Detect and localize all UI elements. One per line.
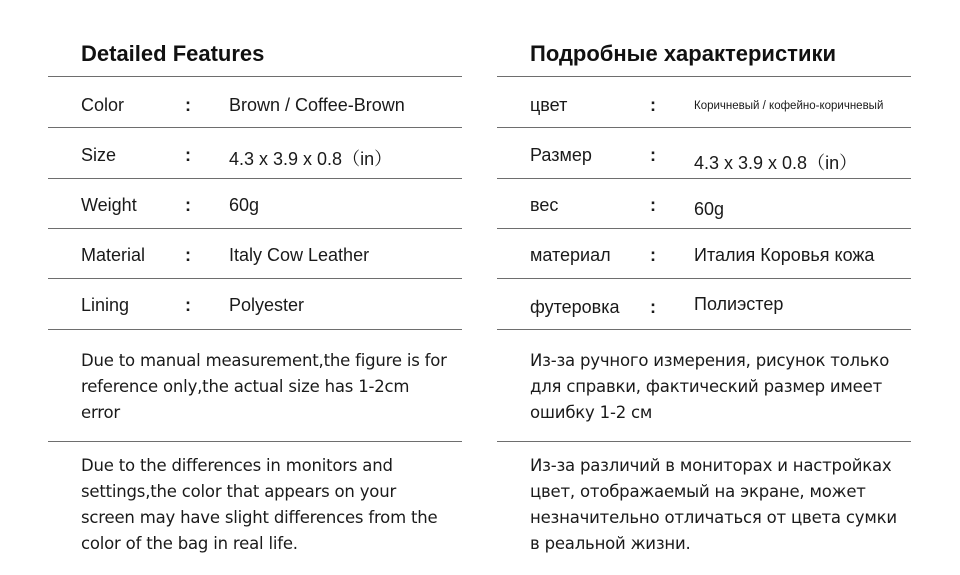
divider: [48, 76, 462, 77]
color-disclaimer: Due to the differences in monitors and settings,the color that appears on your screen may have slight differences from the color of the bag in real life.: [81, 456, 438, 553]
spec-label: вес: [530, 195, 559, 215]
spec-label: Color: [81, 95, 125, 115]
spec-colon: :: [185, 195, 191, 215]
spec-label: материал: [530, 245, 611, 265]
measurement-note: Из-за ручного измерения, рисунок только для справки, фактический размер имеет ошибку 1-2 см: [530, 351, 890, 422]
spec-label: Weight: [81, 195, 137, 215]
spec-row-material: [48, 228, 462, 278]
divider: [48, 329, 462, 330]
section-title: Detailed Features: [81, 41, 265, 66]
spec-label: Lining: [81, 295, 130, 315]
spec-value: 4.3 x 3.9 x 0.8（in）: [694, 153, 858, 173]
spec-colon: :: [650, 195, 656, 215]
spec-row-weight: [48, 178, 462, 228]
divider: [497, 441, 911, 442]
spec-colon: :: [650, 145, 656, 165]
color-disclaimer: Из-за различий в мониторах и настройках цвет, отображаемый на экране, может незначительно отличаться от цвета сумки в реальной жизни.: [530, 456, 897, 553]
spec-value: 60g: [694, 199, 725, 219]
spec-row-weight: [497, 178, 911, 228]
spec-label: Material: [81, 245, 146, 265]
spec-colon: :: [185, 95, 191, 115]
spec-value: Polyester: [229, 295, 305, 315]
spec-row-size: [497, 128, 911, 178]
divider: [48, 441, 462, 442]
spec-row-lining: [48, 278, 462, 328]
spec-value: 60g: [229, 195, 260, 215]
spec-value: Италия Коровья кожа: [694, 245, 875, 265]
section-title: Подробные характеристики: [530, 41, 837, 66]
spec-row-color: [48, 78, 462, 128]
divider: [497, 76, 911, 77]
spec-colon: :: [185, 145, 191, 165]
spec-value: Italy Cow Leather: [229, 245, 370, 265]
measurement-note: Due to manual measurement,the figure is for reference only,the actual size has 1-2cm error: [81, 351, 447, 422]
spec-label: Размер: [530, 145, 592, 165]
spec-colon: :: [650, 95, 656, 115]
spec-value: 4.3 x 3.9 x 0.8（in）: [229, 149, 393, 169]
spec-colon: :: [185, 295, 191, 315]
spec-colon: :: [185, 245, 191, 265]
spec-value: Коричневый / кофейно-коричневый: [694, 100, 884, 112]
spec-colon: :: [650, 245, 656, 265]
spec-colon: :: [650, 297, 656, 317]
spec-row-lining: [497, 278, 911, 328]
spec-label: футеровка: [530, 297, 620, 317]
spec-value: Полиэстер: [694, 294, 784, 314]
spec-label: цвет: [530, 95, 568, 115]
divider: [497, 329, 911, 330]
spec-value: Brown / Coffee-Brown: [229, 95, 405, 115]
spec-label: Size: [81, 145, 117, 165]
spec-row-material: [497, 228, 911, 278]
spec-row-size: [48, 128, 462, 178]
spec-row-color: [497, 78, 911, 128]
